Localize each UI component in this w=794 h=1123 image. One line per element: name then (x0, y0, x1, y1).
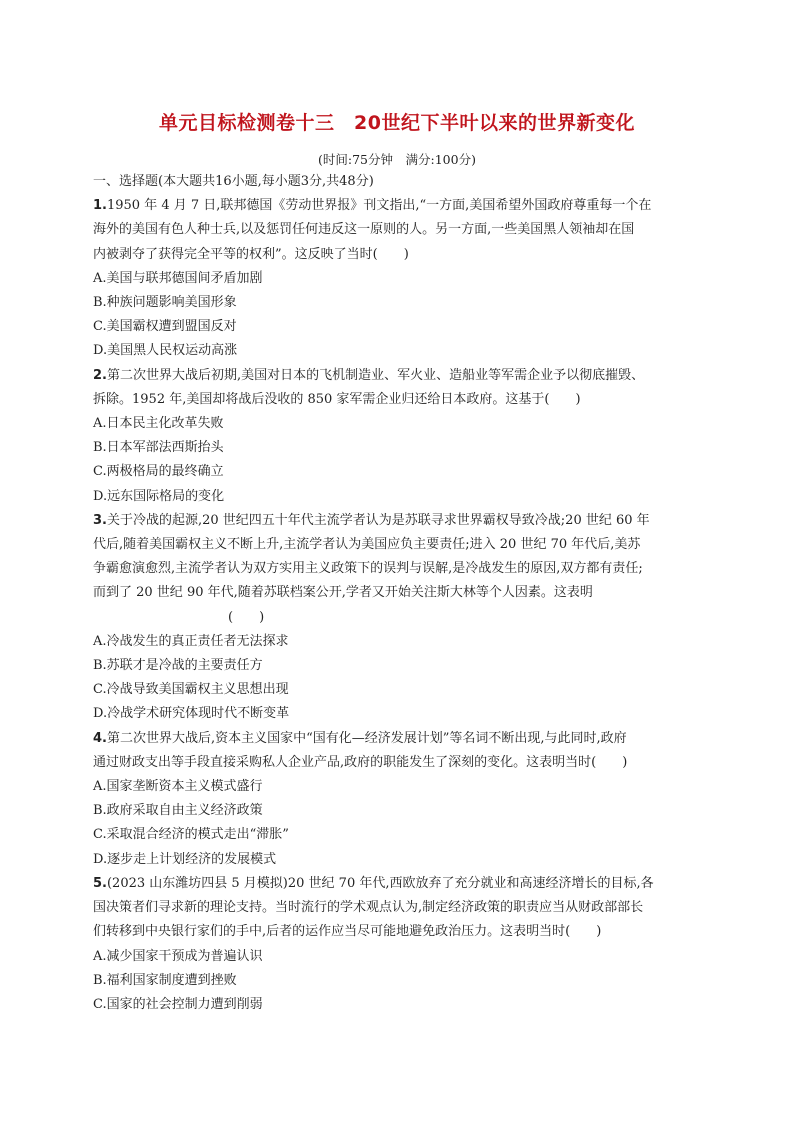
page-title: 单元目标检测卷十三 20世纪下半叶以来的世界新变化 (159, 112, 635, 134)
question-stem-line: 们转移到中央银行家们的手中,后者的运作应当尽可能地避免政治压力。这表明当时( ) (93, 924, 602, 940)
option-c[interactable]: C.采取混合经济的模式走出“滞胀” (93, 827, 289, 843)
question-stem-line: 关于冷战的起源,20 世纪四五十年代主流学者认为是苏联寻求世界霸权导致冷战;20 世纪 60 年 (106, 512, 650, 528)
question-stem-line: 内被剥夺了获得完全平等的权利”。这反映了当时( ) (93, 246, 409, 262)
question-stem-line: 第二次世界大战后初期,美国对日本的飞机制造业、军火业、造船业等军需企业予以彻底摧毁、 (106, 367, 645, 383)
question-1 (93, 194, 693, 363)
question-stem-line: 国决策者们寻求新的理论支持。当时流行的学术观点认为,制定经济政策的职责应当从财政部部长 (93, 900, 644, 916)
question-5 (93, 872, 693, 1017)
option-a[interactable]: A.美国与联邦德国间矛盾加剧 (93, 270, 263, 286)
option-d[interactable]: D.逐步走上计划经济的发展模式 (93, 851, 277, 867)
option-c[interactable]: C.国家的社会控制力遭到削弱 (93, 996, 263, 1012)
question-2 (93, 364, 693, 509)
question-number: 1. (93, 198, 107, 214)
question-stem-line: (2023 山东潍坊四县 5 月模拟)20 世纪 70 年代,西欧放弃了充分就业和高速经济增长的目标,各 (106, 875, 654, 891)
question-stem-line: 代后,随着美国霸权主义不断上升,主流学者认为美国应负主要责任;进入 20 世纪 70 年代后,美苏 (93, 537, 641, 553)
option-b[interactable]: B.种族问题影响美国形象 (93, 295, 237, 311)
question-stem-line: 1950 年 4 月 7 日,联邦德国《劳动世界报》刊文指出,“一方面,美国希望外国政府尊重每一个在 (106, 198, 652, 214)
question-number: 3. (93, 512, 107, 528)
option-b[interactable]: B.福利国家制度遭到挫败 (93, 972, 237, 988)
option-c[interactable]: C.冷战导致美国霸权主义思想出现 (93, 682, 289, 698)
question-stem-line: 通过财政支出等手段直接采购私人企业产品,政府的职能发生了深刻的变化。这表明当时( ) (93, 754, 628, 770)
exam-content (93, 170, 693, 1017)
option-a[interactable]: A.日本民主化改革失败 (93, 416, 224, 432)
question-4 (93, 727, 693, 872)
option-a[interactable]: A.冷战发生的真正责任者无法探求 (93, 633, 289, 649)
question-number: 4. (93, 730, 107, 746)
question-number: 5. (93, 875, 107, 891)
question-number: 2. (93, 367, 107, 383)
option-a[interactable]: A.国家垄断资本主义模式盛行 (93, 779, 263, 795)
question-stem-line: 拆除。1952 年,美国却将战后没收的 850 家军需企业归还给日本政府。这基于( ) (93, 391, 581, 407)
option-b[interactable]: B.苏联才是冷战的主要责任方 (93, 658, 263, 674)
option-d[interactable]: D.美国黑人民权运动高涨 (93, 343, 238, 359)
question-stem-line: 争霸愈演愈烈,主流学者认为双方实用主义政策下的误判与误解,是冷战发生的原因,双方都有责任; (93, 561, 643, 577)
option-c[interactable]: C.两极格局的最终确立 (93, 464, 224, 480)
answer-bracket: ( ) (228, 609, 265, 625)
section-heading: 一、选择题(本大题共16小题,每小题3分,共48分) (93, 174, 374, 189)
exam-meta: (时间:75分钟 满分:100分) (318, 152, 476, 167)
option-d[interactable]: D.冷战学术研究体现时代不断变革 (93, 706, 290, 722)
option-d[interactable]: D.远东国际格局的变化 (93, 488, 225, 504)
question-stem-line: 海外的美国有色人种士兵,以及惩罚任何违反这一原则的人。另一方面,一些美国黑人领袖却在国 (93, 222, 635, 238)
question-stem-line: 而到了 20 世纪 90 年代,随着苏联档案公开,学者又开始关注斯大林等个人因素。这表明 (93, 585, 593, 601)
option-c[interactable]: C.美国霸权遭到盟国反对 (93, 319, 237, 335)
question-stem-line: 第二次世界大战后,资本主义国家中“国有化—经济发展计划”等名词不断出现,与此同时,政府 (106, 730, 627, 746)
option-a[interactable]: A.减少国家干预成为普遍认识 (93, 948, 263, 964)
question-3 (93, 509, 693, 727)
option-b[interactable]: B.政府采取自由主义经济政策 (93, 803, 263, 819)
option-b[interactable]: B.日本军部法西斯抬头 (93, 440, 224, 456)
